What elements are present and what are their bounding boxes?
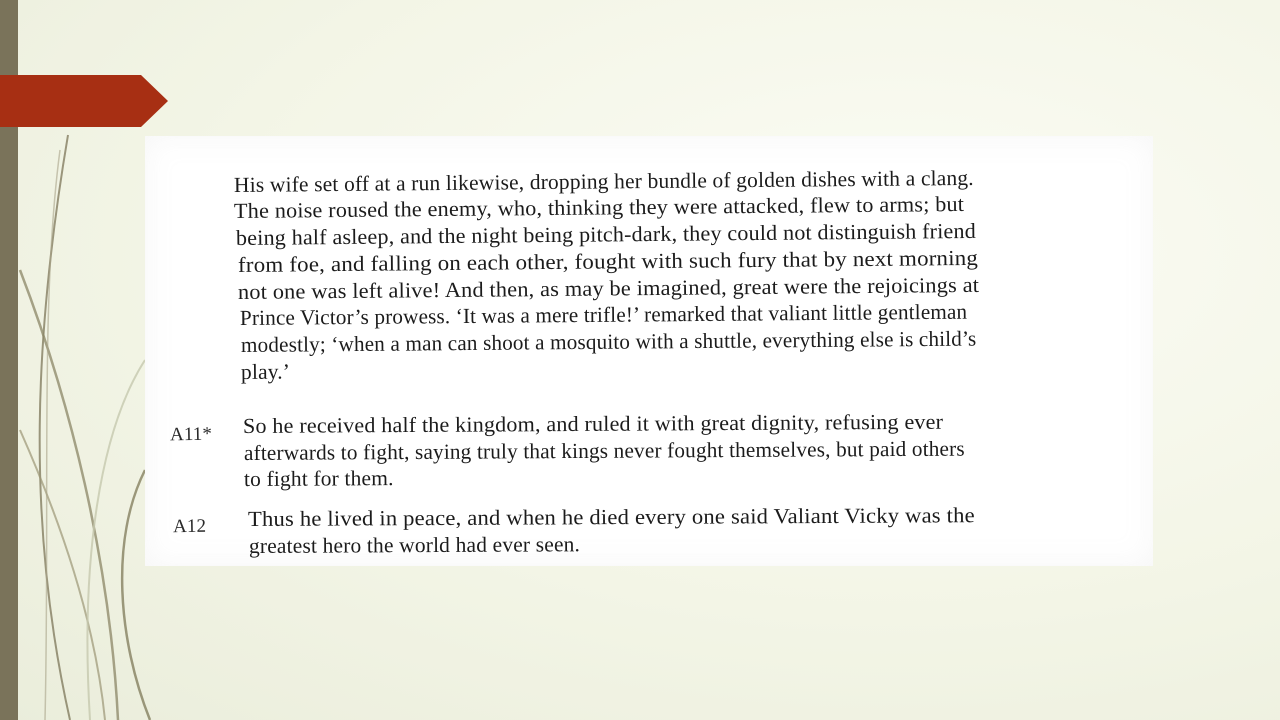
section-marker-a12: A12 — [172, 515, 207, 538]
title-arrow-banner — [0, 75, 168, 127]
scanned-page-image — [145, 136, 1153, 566]
text-line: being half asleep, and the night being pitch-dark, they could not distinguish friend — [235, 218, 976, 250]
decorative-curve-4 — [87, 360, 145, 720]
decorative-curve-1 — [40, 135, 70, 720]
text-line: greatest hero the world had ever seen. — [248, 532, 581, 558]
text-line: not one was left alive! And then, as may be imagined, great were the rejoicings at — [237, 272, 980, 304]
text-line: The noise roused the enemy, who, thinking they were attacked, flew to arms; but — [233, 191, 965, 223]
text-line: So he received half the kingdom, and ruled it with great dignity, refusing ever — [242, 409, 944, 438]
text-line: Thus he lived in peace, and when he died every one said Valiant Vicky was the — [247, 503, 975, 531]
decorative-curve-3 — [20, 430, 105, 720]
section-marker-a11: A11* — [169, 423, 213, 446]
text-line: modestly; ‘when a man can shoot a mosquito with a shuttle, everything else is child’s — [240, 326, 977, 357]
text-line: His wife set off at a run likewise, dropping her bundle of golden dishes with a clang. — [233, 165, 974, 197]
text-line: Prince Victor’s prowess. ‘It was a mere trifle!’ remarked that valiant little gentleman — [239, 299, 968, 330]
decorative-curve-2 — [20, 270, 118, 720]
text-line: afterwards to fight, saying truly that kings never fought themselves, but paid others — [243, 436, 965, 465]
decorative-curve-6 — [45, 150, 60, 720]
scanned-text-block — [145, 136, 1153, 566]
text-line: play.’ — [240, 359, 291, 384]
text-line: from foe, and falling on each other, fought with such fury that by next morning — [237, 245, 979, 277]
text-line: to fight for them. — [243, 466, 394, 491]
